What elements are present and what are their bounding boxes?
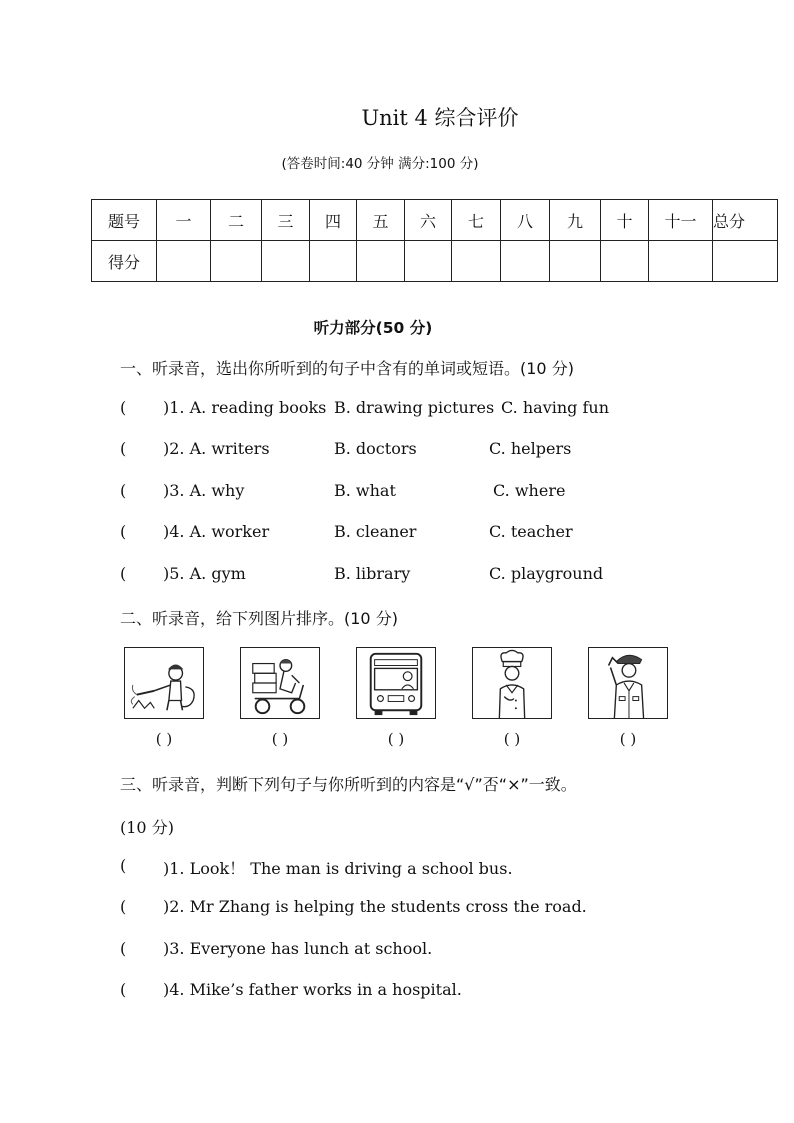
statement-text: )3. Everyone has lunch at school. — [163, 939, 433, 958]
option-c: C. having fun — [501, 398, 610, 417]
score-cell-total[interactable] — [713, 241, 778, 282]
answer-paren: ( — [120, 522, 127, 541]
score-cell[interactable] — [550, 241, 601, 282]
option-a: )2. A. writers — [163, 439, 270, 458]
option-b: B. what — [334, 481, 396, 500]
column-header: 五 — [357, 200, 405, 241]
firefighter-icon — [124, 647, 204, 719]
option-a: )5. A. gym — [163, 564, 246, 583]
score-cell[interactable] — [452, 241, 501, 282]
option-a: )4. A. worker — [163, 522, 270, 541]
delivery-scooter-icon — [240, 647, 320, 719]
bus-driver-icon — [356, 647, 436, 719]
option-c: C. teacher — [489, 522, 573, 541]
option-c: C. where — [493, 481, 566, 500]
answer-paren: ( — [120, 564, 127, 583]
option-b: B. cleaner — [334, 522, 417, 541]
picture-order-blank[interactable]: ( ) — [155, 730, 173, 748]
page-title: Unit 4 综合评价 — [361, 106, 519, 130]
score-cell[interactable] — [501, 241, 550, 282]
option-b: B. drawing pictures — [334, 398, 495, 417]
column-header: 六 — [405, 200, 452, 241]
exam-info: (答卷时间:40 分钟 满分:100 分) — [281, 156, 479, 172]
score-cell[interactable] — [310, 241, 357, 282]
score-cell[interactable] — [157, 241, 211, 282]
police-officer-icon — [588, 647, 668, 719]
answer-paren: ( — [120, 481, 127, 500]
part3-points: (10 分) — [120, 818, 174, 837]
column-header: 九 — [550, 200, 601, 241]
column-header: 二 — [211, 200, 262, 241]
score-table — [91, 199, 778, 282]
picture-order-blank[interactable]: ( ) — [503, 730, 521, 748]
score-cell[interactable] — [211, 241, 262, 282]
option-b: B. doctors — [334, 439, 417, 458]
score-cell[interactable] — [405, 241, 452, 282]
option-b: B. library — [334, 564, 411, 583]
picture-order-blank[interactable]: ( ) — [619, 730, 637, 748]
listening-section-title: 听力部分(50 分) — [313, 319, 433, 337]
answer-paren: ( — [120, 939, 127, 958]
part2-heading: 二、听录音，给下列图片排序。(10 分) — [120, 609, 398, 628]
answer-paren: ( — [120, 439, 127, 458]
score-table-header-row — [92, 200, 778, 241]
option-c: C. helpers — [489, 439, 572, 458]
column-header: 八 — [501, 200, 550, 241]
answer-paren: ( — [120, 398, 127, 417]
option-a: )1. A. reading books — [163, 398, 327, 417]
chef-icon — [472, 647, 552, 719]
column-header: 十一 — [649, 200, 713, 241]
column-header: 一 — [157, 200, 211, 241]
option-c: C. playground — [489, 564, 604, 583]
answer-paren: ( — [120, 897, 127, 916]
statement-text: )1. Look！ The man is driving a school bus. — [163, 859, 513, 878]
statement-text: )4. Mike’s father works in a hospital. — [163, 980, 462, 999]
part3-heading: 三、听录音，判断下列句子与你所听到的内容是“√”否“×”一致。 — [120, 775, 577, 794]
answer-paren: ( — [120, 856, 127, 875]
picture-order-blank[interactable]: ( ) — [271, 730, 289, 748]
score-cell[interactable] — [649, 241, 713, 282]
column-header-total: 总分 — [713, 200, 778, 241]
column-header: 四 — [310, 200, 357, 241]
score-cell[interactable] — [357, 241, 405, 282]
statement-text: )2. Mr Zhang is helping the students cross the road. — [163, 897, 587, 916]
column-header: 十 — [601, 200, 649, 241]
score-cell[interactable] — [601, 241, 649, 282]
score-cell[interactable] — [262, 241, 310, 282]
part1-heading: 一、听录音，选出你所听到的句子中含有的单词或短语。(10 分) — [120, 359, 574, 378]
score-table-score-row — [92, 241, 778, 282]
column-header: 三 — [262, 200, 310, 241]
answer-paren: ( — [120, 980, 127, 999]
option-a: )3. A. why — [163, 481, 245, 500]
row-label-question: 题号 — [92, 200, 157, 241]
picture-order-blank[interactable]: ( ) — [387, 730, 405, 748]
column-header: 七 — [452, 200, 501, 241]
row-label-score: 得分 — [92, 241, 157, 282]
